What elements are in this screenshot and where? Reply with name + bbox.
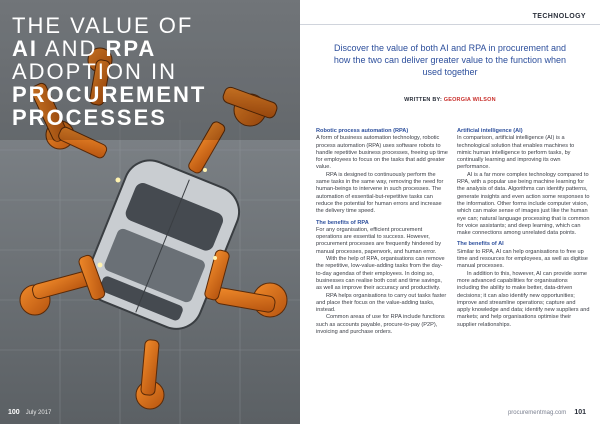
section-label: TECHNOLOGY (532, 13, 586, 20)
headline-line-5: PROCESSES (12, 105, 167, 130)
subheading: The benefits of RPA (316, 219, 369, 226)
subheading: The benefits of AI (457, 241, 504, 248)
right-page (300, 0, 600, 424)
headline-line-4: PROCUREMENT (12, 82, 207, 107)
subheading: Robotic process automation (RPA) (316, 128, 409, 134)
body-paragraph: RPA is designed to continuously perform the same tasks in the same way, removing the need for human-beings to intervene in such processes. The automation of essential-but-repetitive tasks can reduce the potential for human errors and increase the delivery time speed. (316, 171, 444, 215)
headline-line-2: AI AND RPA (12, 36, 157, 61)
body-paragraph: In comparison, artificial intelligence (AI) is a technological solution that enables machines to mimic human intelligence to perform tasks, by continually learning and improving its own performance. (457, 135, 575, 171)
right-page-footer (508, 409, 586, 416)
website: procurementmag.com (507, 410, 567, 416)
body-paragraph: RPA helps organisations to carry out tasks faster and place their focus on the value-adding tasks, instead. (316, 292, 447, 314)
body-paragraph: Similar to RPA, AI can help organisations to free up time and resources for employees, as well as digitise manual processes. (457, 248, 588, 270)
headline-line-1: THE VALUE OF (12, 13, 194, 38)
author-name: GEORGIA WILSON (443, 97, 496, 103)
article-headline (12, 14, 292, 129)
standfirst: Discover the value of both AI and RPA in procurement and how the two can deliver greater value to the function when used together (333, 43, 567, 77)
headline-line-3: ADOPTION IN (12, 59, 178, 84)
left-page-footer (8, 409, 51, 416)
body-paragraph: A form of business automation technology, robotic process automation (RPA) uses software robots to handle repetitive business processes, freeing up time for employees to focus on the tasks that add greater value. (316, 135, 448, 171)
body-paragraph: In addition to this, however, AI can provide some more advanced capabilities for organisations including the ability to make better, data-driven decisions; it can also identify new opportunities; improve and streamline operations; capture and apply knowledge and data; identify new suppliers and markets; and help organisations optimise their supplier relationships. (457, 270, 590, 328)
body-column-1 (316, 128, 449, 336)
subheading: Artificial intelligence (AI) (457, 128, 523, 134)
body-paragraph: Common areas of use for RPA include functions such as accounts payable, procure-to-pay (P2P), invoicing and purchase orders. (316, 314, 445, 336)
body-column-2 (457, 128, 590, 329)
section-divider (300, 24, 600, 25)
issue-date: July 2017 (25, 410, 52, 416)
body-paragraph: With the help of RPA, organisations can remove the repetitive, low-value-adding tasks from the day-to-day agendas of their employees. In doing so, businesses can realise both cost and time savings, as well as improve their accuracy and productivity. (316, 256, 445, 292)
byline (300, 97, 600, 103)
right-page-number: 101 (574, 409, 586, 416)
byline-label: WRITTEN BY: (404, 97, 444, 103)
body-paragraph: AI is a far more complex technology compared to RPA, with a popular use being machine learning for the analysis of data. Algorithms can identify patterns, generate insights and even action some responses to the information. Other forms include computer vision, which can make sense of images just like the human eye can; natural language processing that is common for voice assistants; and deep learning, which can make connections among unrelated data points. (457, 171, 590, 237)
body-paragraph: For any organisation, efficient procurement operations are essential to success. However, procurement processes are frequently hindered by manual processes, paperwork, and human error. (316, 226, 441, 255)
left-page-number: 100 (8, 409, 20, 416)
